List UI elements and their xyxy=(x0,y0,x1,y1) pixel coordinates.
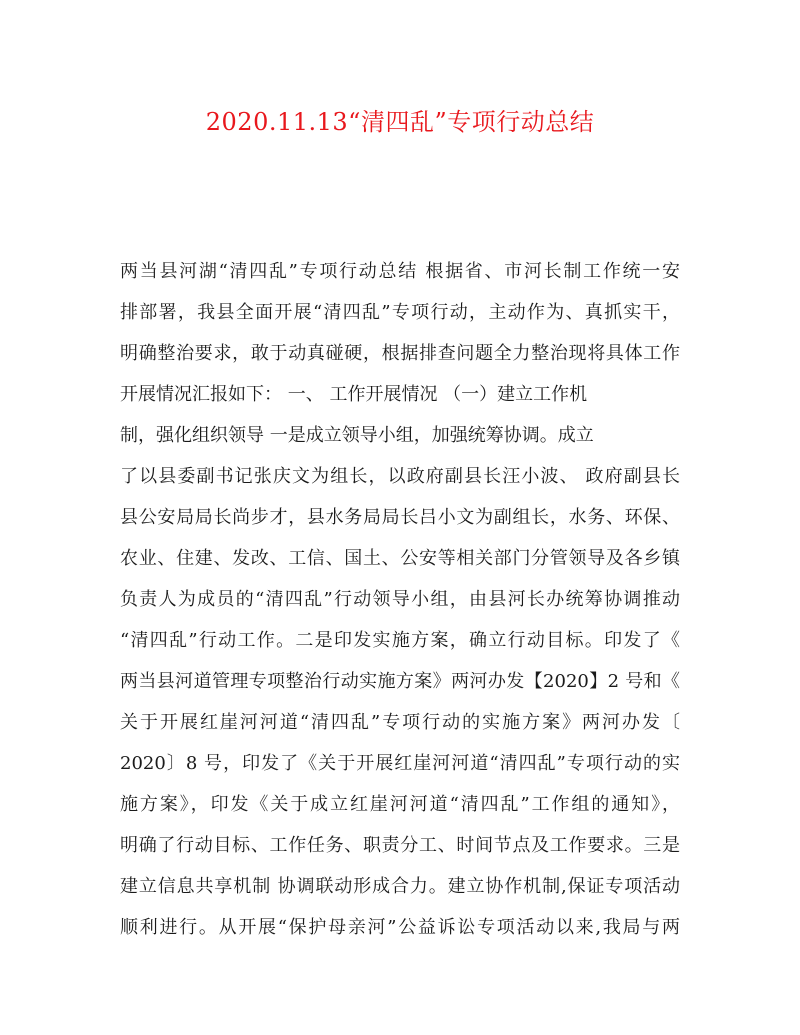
body-line: 明确整治要求，敢于动真碰硬，根据排查问题全力整治现将具体工作 xyxy=(120,343,680,364)
document-title: 2020.11.13“清四乱”专项行动总结 xyxy=(205,108,595,136)
body-line: 了以县委副书记张庆文为组长，以政府副县长汪小波、 政府副县长 xyxy=(120,466,680,487)
body-line: 排部署，我县全面开展“清四乱”专项行动，主动作为、真抓实干， xyxy=(120,302,680,323)
body-line: “清四乱”行动工作。二是印发实施方案，确立行动目标。印发了《 xyxy=(120,630,680,651)
body-line: 两当县河湖“清四乱”专项行动总结 根据省、市河长制工作统一安 xyxy=(120,261,680,282)
body-line: 明确了行动目标、工作任务、职责分工、时间节点及工作要求。三是 xyxy=(120,835,680,856)
body-line: 顺利进行。从开展“保护母亲河”公益诉讼专项活动以来,我局与两 xyxy=(120,917,680,938)
body-line: 建立信息共享机制 协调联动形成合力。建立协作机制,保证专项活动 xyxy=(120,876,680,897)
body-line: 负责人为成员的“清四乱”行动领导小组，由县河长办统筹协调推动 xyxy=(120,589,680,610)
body-line: 县公安局局长尚步才，县水务局局长吕小文为副组长，水务、环保、 xyxy=(120,507,680,528)
body-line: 2020〕8 号，印发了《关于开展红崖河河道“清四乱”专项行动的实 xyxy=(120,753,680,774)
body-line: 关于开展红崖河河道“清四乱”专项行动的实施方案》两河办发〔 xyxy=(120,712,680,733)
body-line: 开展情况汇报如下： 一、 工作开展情况 （一）建立工作机 xyxy=(120,384,588,405)
body-line: 农业、住建、发改、工信、国土、公安等相关部门分管领导及各乡镇 xyxy=(120,548,680,569)
body-line: 施方案》，印发《关于成立红崖河河道“清四乱”工作组的通知》， xyxy=(120,794,680,815)
body-line: 制，强化组织领导 一是成立领导小组，加强统筹协调。成立 xyxy=(120,425,594,446)
body-line: 两当县河道管理专项整治行动实施方案》两河办发【2020】2 号和《 xyxy=(120,671,680,692)
